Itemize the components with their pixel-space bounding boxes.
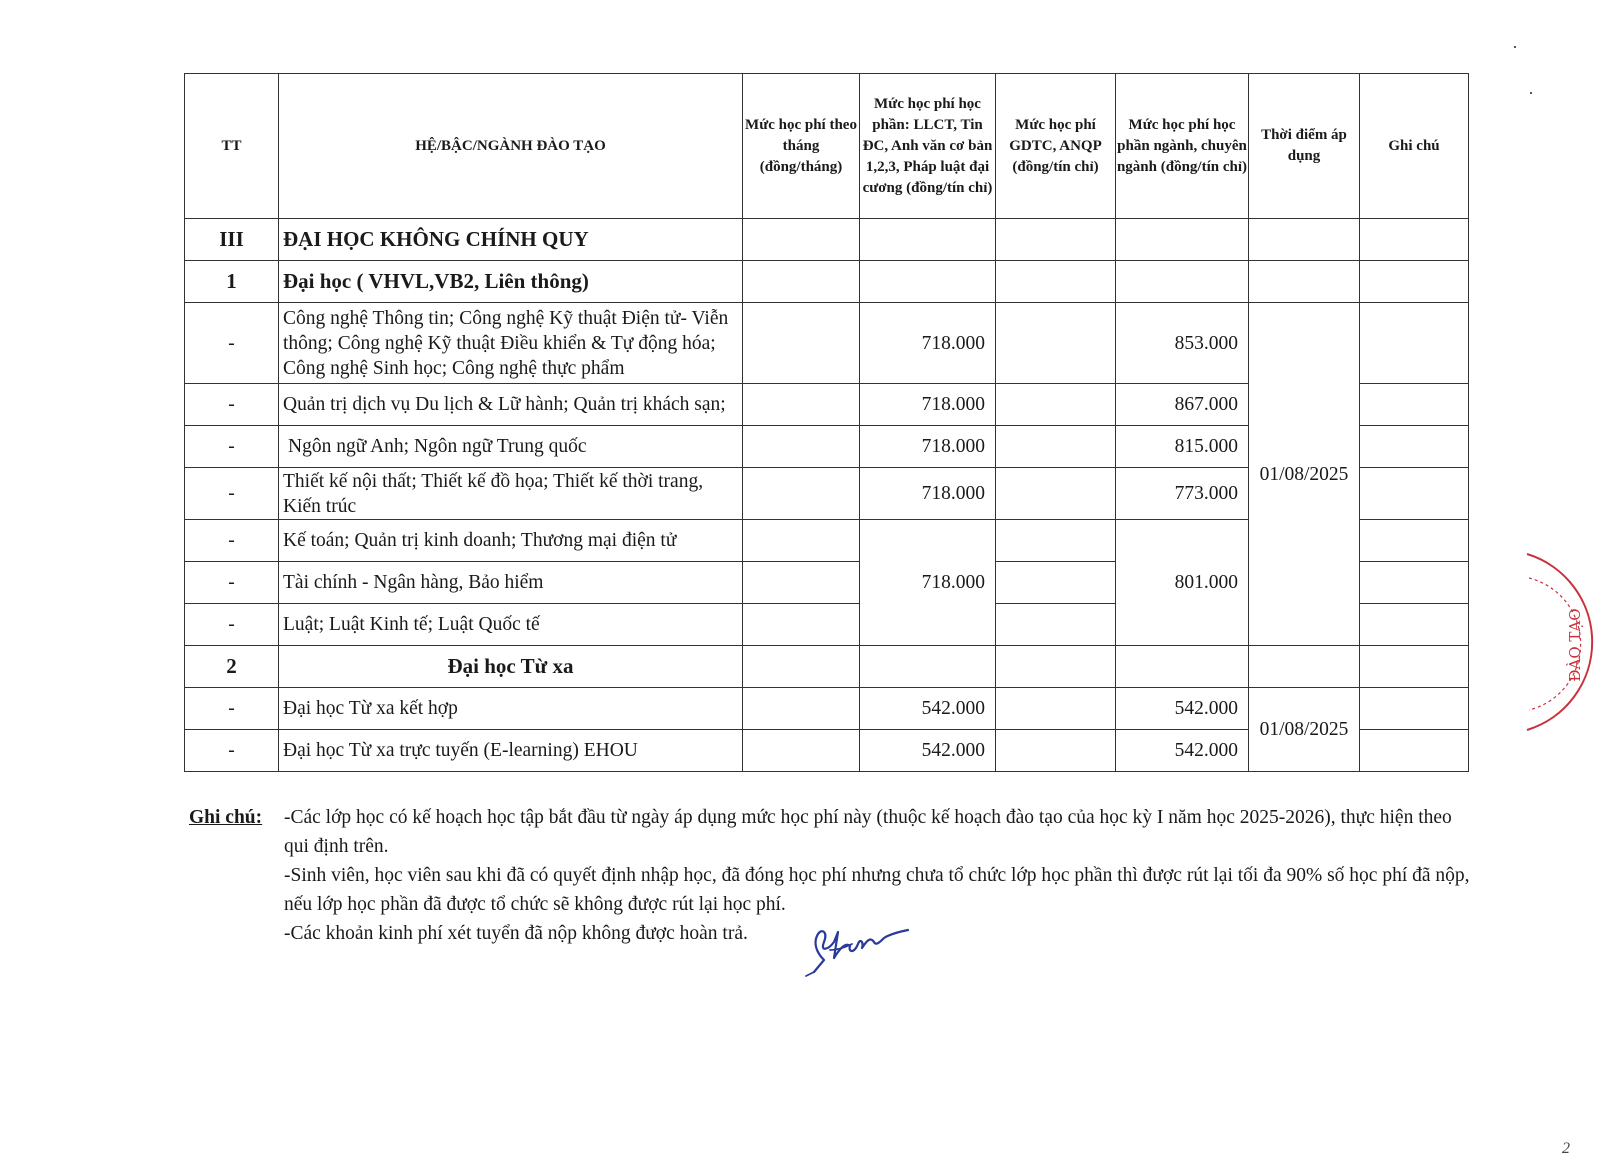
table-row: [185, 688, 1469, 730]
header-monthly-fee: Mức học phí theo tháng (đồng/tháng): [743, 74, 860, 219]
group1-apply-date: 01/08/2025: [1249, 303, 1360, 646]
header-apply-date: Thời điểm áp dụng: [1249, 74, 1360, 219]
signature-stroke: [814, 930, 908, 972]
merged-general-fee: 718.000: [860, 520, 996, 646]
note-item: -Các khoản kinh phí xét tuyển đã nộp không được hoàn trả.: [284, 923, 748, 944]
row-program: Đại học Từ xa kết hợp: [279, 688, 743, 730]
row-tt: -: [185, 303, 279, 384]
row-program: Tài chính - Ngân hàng, Bảo hiểm: [279, 562, 743, 604]
row-tt: -: [185, 468, 279, 520]
row-major-fee: 867.000: [1116, 384, 1249, 426]
row-tt: -: [185, 520, 279, 562]
row-program: Đại học Từ xa trực tuyến (E-learning) EHOU: [279, 730, 743, 772]
row-program: Công nghệ Thông tin; Công nghệ Kỹ thuật Điện tử- Viễn thông; Công nghệ Kỹ thuật Điều khiển & Tự động hóa; Công nghệ Sinh học; Công nghệ thực phẩm: [279, 303, 743, 384]
note-item: -Sinh viên, học viên sau khi đã có quyết định nhập học, đã đóng học phí nhưng chưa tổ chức lớp học phần thì được rút lại tối đa 90% số học phí đã nộp, nếu lớp học phần đã được tổ chức sẽ không được rút lại học phí.: [284, 865, 1470, 915]
row-tt: -: [185, 604, 279, 646]
notes-label: Ghi chú:: [189, 807, 263, 828]
signature-mark: [800, 920, 910, 978]
row-tt: -: [185, 426, 279, 468]
group-row: [185, 646, 1469, 688]
row-major-fee: 853.000: [1116, 303, 1249, 384]
row-program: Luật; Luật Kinh tế; Luật Quốc tế: [279, 604, 743, 646]
header-program: HỆ/BẬC/NGÀNH ĐÀO TẠO: [279, 74, 743, 219]
tuition-fee-table: [184, 73, 1469, 772]
header-note: Ghi chú: [1360, 74, 1469, 219]
row-tt: -: [185, 562, 279, 604]
row-general-fee: 542.000: [860, 688, 996, 730]
group2-tt: 2: [185, 646, 279, 688]
row-general-fee: 718.000: [860, 468, 996, 520]
scan-speck: [1530, 92, 1532, 94]
section-name: ĐẠI HỌC KHÔNG CHÍNH QUY: [279, 219, 743, 261]
group2-apply-date: 01/08/2025: [1249, 688, 1360, 772]
row-program: Quản trị dịch vụ Du lịch & Lữ hành; Quản trị khách sạn;: [279, 384, 743, 426]
group1-tt: 1: [185, 261, 279, 303]
header-gdtc-fee: Mức học phí GDTC, ANQP (đồng/tín chỉ): [996, 74, 1116, 219]
group1-name: Đại học ( VHVL,VB2, Liên thông): [279, 261, 743, 303]
merged-major-fee: 801.000: [1116, 520, 1249, 646]
row-general-fee: 718.000: [860, 426, 996, 468]
stamp-text: ĐÀO TẠO: [1566, 608, 1584, 682]
group-row: [185, 261, 1469, 303]
group2-name: Đại học Từ xa: [279, 646, 743, 688]
stamp-seal: [1505, 550, 1600, 740]
header-tt: TT: [185, 74, 279, 219]
row-major-fee: 542.000: [1116, 688, 1249, 730]
row-program: Thiết kế nội thất; Thiết kế đồ họa; Thiết kế thời trang, Kiến trúc: [279, 468, 743, 520]
row-general-fee: 542.000: [860, 730, 996, 772]
table-row: [185, 303, 1469, 384]
signature-flourish: [806, 944, 852, 976]
section-row: [185, 219, 1469, 261]
header-major-fee: Mức học phí học phần ngành, chuyên ngành (đồng/tín chỉ): [1116, 74, 1249, 219]
row-tt: -: [185, 384, 279, 426]
note-item: -Các lớp học có kế hoạch học tập bắt đầu từ ngày áp dụng mức học phí này (thuộc kế hoạch đào tạo của học kỳ I năm học 2025-2026), thực hiện theo qui định trên.: [284, 807, 1452, 857]
row-program: Kế toán; Quản trị kinh doanh; Thương mại điện tử: [279, 520, 743, 562]
row-program: Ngôn ngữ Anh; Ngôn ngữ Trung quốc: [279, 426, 743, 468]
page-number: 2: [1562, 1140, 1570, 1157]
row-major-fee: 542.000: [1116, 730, 1249, 772]
scan-speck: [1514, 46, 1516, 48]
row-tt: -: [185, 688, 279, 730]
header-general-fee: Mức học phí học phần: LLCT, Tin ĐC, Anh văn cơ bản 1,2,3, Pháp luật đại cương (đồng/tín chỉ): [860, 74, 996, 219]
table-header-row: [185, 74, 1469, 219]
row-general-fee: 718.000: [860, 384, 996, 426]
section-tt: III: [185, 219, 279, 261]
row-major-fee: 773.000: [1116, 468, 1249, 520]
row-major-fee: 815.000: [1116, 426, 1249, 468]
row-general-fee: 718.000: [860, 303, 996, 384]
row-tt: -: [185, 730, 279, 772]
